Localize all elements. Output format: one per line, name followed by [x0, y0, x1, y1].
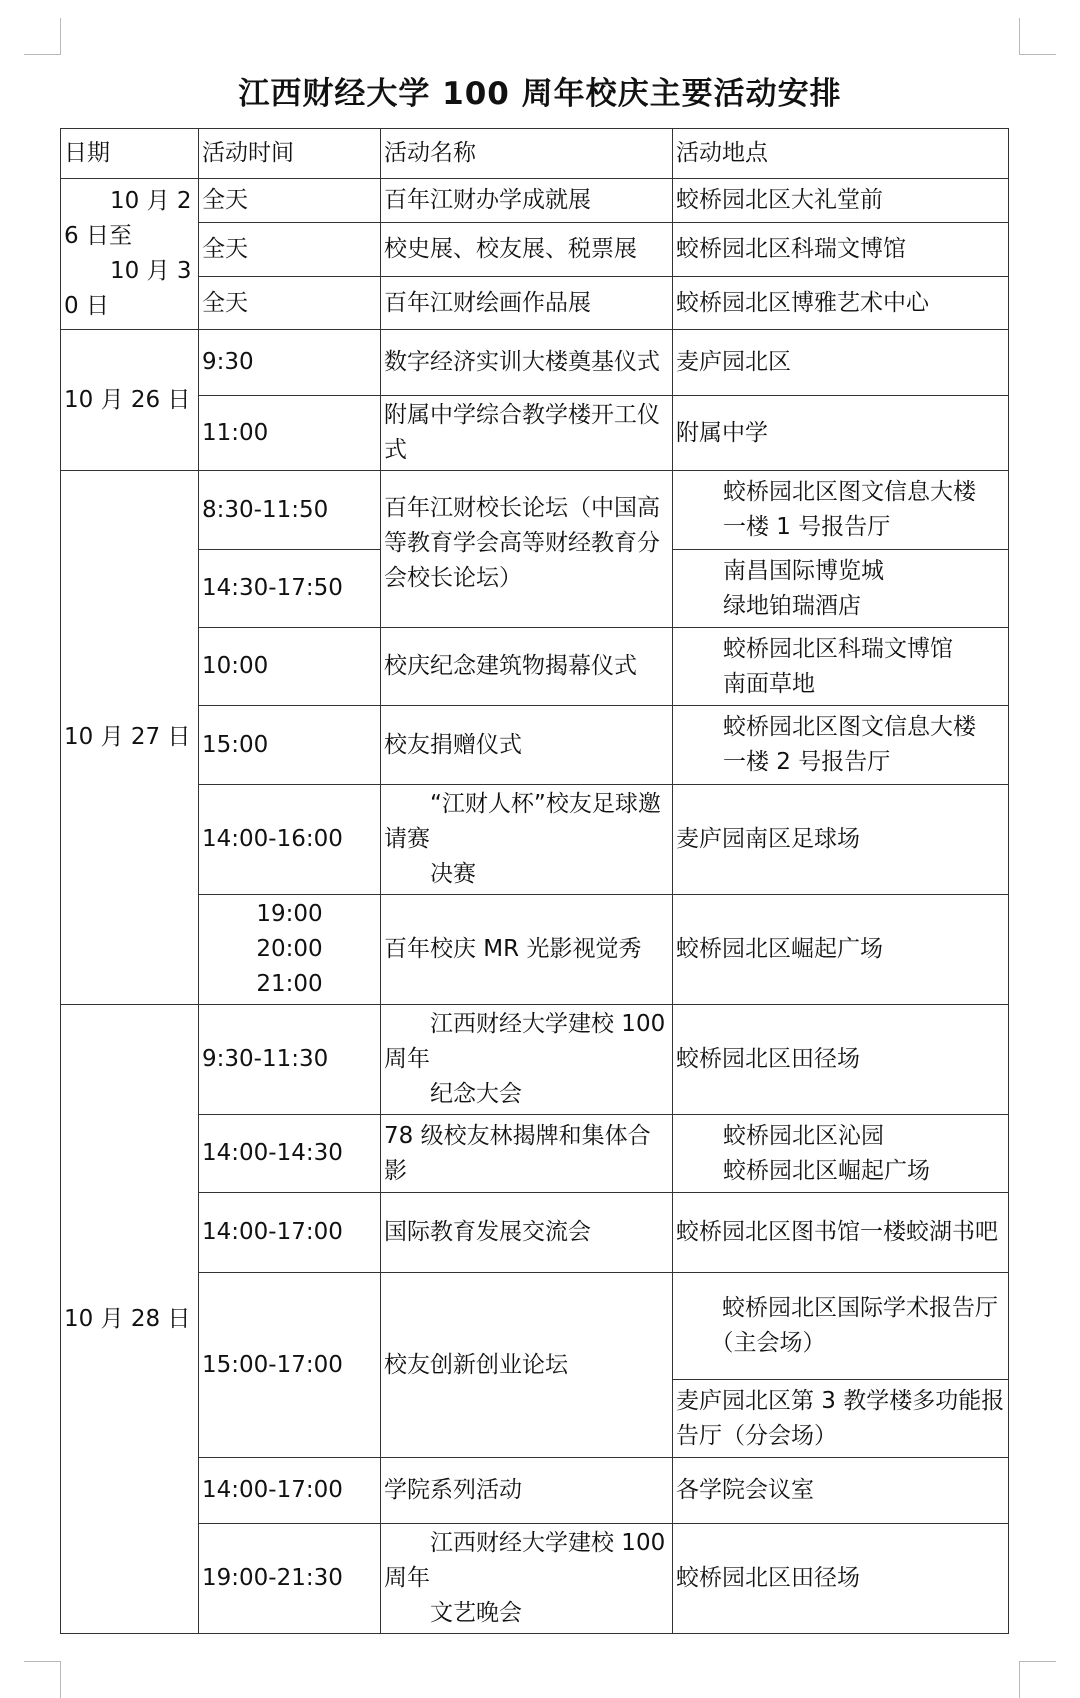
- name-cell: 百年江财绘画作品展: [381, 277, 673, 330]
- table-row: [61, 330, 1009, 396]
- time-cell: 全天: [199, 179, 381, 223]
- page-corner-mark: [1019, 1661, 1056, 1698]
- table-row: [61, 396, 1009, 471]
- table-header-row: [61, 129, 1009, 179]
- place-cell: 麦庐园南区足球场: [673, 785, 1009, 895]
- name-cell: 78 级校友林揭牌和集体合影: [381, 1115, 673, 1193]
- name-cell: 校友创新创业论坛: [381, 1273, 673, 1458]
- name-cell: 学院系列活动: [381, 1458, 673, 1524]
- table-row: [61, 1193, 1009, 1273]
- name-cell: “江财人杯”校友足球邀请赛 决赛: [381, 785, 673, 895]
- time-cell: 11:00: [199, 396, 381, 471]
- place-cell: 蛟桥园北区沁园 蛟桥园北区崛起广场: [673, 1115, 1009, 1193]
- place-cell: 蛟桥园北区大礼堂前: [673, 179, 1009, 223]
- place-cell: 蛟桥园北区图书馆一楼蛟湖书吧: [673, 1193, 1009, 1273]
- place-cell: 蛟桥园北区博雅艺术中心: [673, 277, 1009, 330]
- page-corner-mark: [24, 1661, 61, 1698]
- table-row: [61, 223, 1009, 277]
- name-cell: 校庆纪念建筑物揭幕仪式: [381, 628, 673, 706]
- name-cell: 附属中学综合教学楼开工仪式: [381, 396, 673, 471]
- name-cell: 百年江财办学成就展: [381, 179, 673, 223]
- place-cell: 蛟桥园北区科瑞文博馆 南面草地: [673, 628, 1009, 706]
- place-cell: 蛟桥园北区图文信息大楼 一楼 1 号报告厅: [673, 471, 1009, 550]
- table-row: [61, 1115, 1009, 1193]
- place-cell: 蛟桥园北区国际学术报告厅 （主会场）: [673, 1273, 1009, 1380]
- table-row: [61, 179, 1009, 223]
- header-name: 活动名称: [381, 129, 673, 179]
- place-cell: 附属中学: [673, 396, 1009, 471]
- time-cell: 9:30: [199, 330, 381, 396]
- table-row: [61, 785, 1009, 895]
- table-row: [61, 1273, 1009, 1380]
- time-cell: 14:00-17:00: [199, 1458, 381, 1524]
- place-cell: 蛟桥园北区科瑞文博馆: [673, 223, 1009, 277]
- time-cell: 9:30-11:30: [199, 1005, 381, 1115]
- date-cell: 10 月 26 日: [61, 330, 199, 471]
- date-cell: 10 月 27 日: [61, 471, 199, 1005]
- name-cell: 校友捐赠仪式: [381, 706, 673, 785]
- table-row: [61, 1458, 1009, 1524]
- header-time: 活动时间: [199, 129, 381, 179]
- time-cell: 19:00 20:00 21:00: [199, 895, 381, 1005]
- time-cell: 10:00: [199, 628, 381, 706]
- time-cell: 19:00-21:30: [199, 1524, 381, 1634]
- table-row: [61, 628, 1009, 706]
- page-corner-mark: [24, 18, 61, 55]
- time-cell: 8:30-11:50: [199, 471, 381, 550]
- page-corner-mark: [1019, 18, 1056, 55]
- time-cell: 14:30-17:50: [199, 550, 381, 628]
- place-cell: 各学院会议室: [673, 1458, 1009, 1524]
- time-cell: 15:00-17:00: [199, 1273, 381, 1458]
- name-cell: 江西财经大学建校 100 周年 纪念大会: [381, 1005, 673, 1115]
- name-cell: 百年校庆 MR 光影视觉秀: [381, 895, 673, 1005]
- place-cell: 南昌国际博览城 绿地铂瑞酒店: [673, 550, 1009, 628]
- header-date: 日期: [61, 129, 199, 179]
- table-row: [61, 1005, 1009, 1115]
- name-cell: 江西财经大学建校 100 周年 文艺晚会: [381, 1524, 673, 1634]
- table-row: [61, 1524, 1009, 1634]
- page-title: 江西财经大学 100 周年校庆主要活动安排: [238, 76, 842, 112]
- name-cell: 百年江财校长论坛（中国高等教育学会高等财经教育分会校长论坛）: [381, 471, 673, 628]
- schedule-table: [60, 128, 1009, 1634]
- header-place: 活动地点: [673, 129, 1009, 179]
- table-row: [61, 471, 1009, 550]
- time-cell: 全天: [199, 223, 381, 277]
- time-cell: 全天: [199, 277, 381, 330]
- time-cell: 14:00-14:30: [199, 1115, 381, 1193]
- date-cell: 10 月 26 日至 10 月 30 日: [61, 179, 199, 330]
- table-row: [61, 895, 1009, 1005]
- place-cell: 蛟桥园北区田径场: [673, 1005, 1009, 1115]
- table-row: [61, 277, 1009, 330]
- place-cell: 蛟桥园北区田径场: [673, 1524, 1009, 1634]
- name-cell: 数字经济实训大楼奠基仪式: [381, 330, 673, 396]
- name-cell: 国际教育发展交流会: [381, 1193, 673, 1273]
- time-cell: 14:00-17:00: [199, 1193, 381, 1273]
- time-cell: 14:00-16:00: [199, 785, 381, 895]
- place-cell: 麦庐园北区第 3 教学楼多功能报告厅（分会场）: [673, 1380, 1009, 1458]
- time-cell: 15:00: [199, 706, 381, 785]
- place-cell: 麦庐园北区: [673, 330, 1009, 396]
- table-row: [61, 706, 1009, 785]
- place-cell: 蛟桥园北区崛起广场: [673, 895, 1009, 1005]
- name-cell: 校史展、校友展、税票展: [381, 223, 673, 277]
- place-cell: 蛟桥园北区图文信息大楼 一楼 2 号报告厅: [673, 706, 1009, 785]
- date-cell: 10 月 28 日: [61, 1005, 199, 1634]
